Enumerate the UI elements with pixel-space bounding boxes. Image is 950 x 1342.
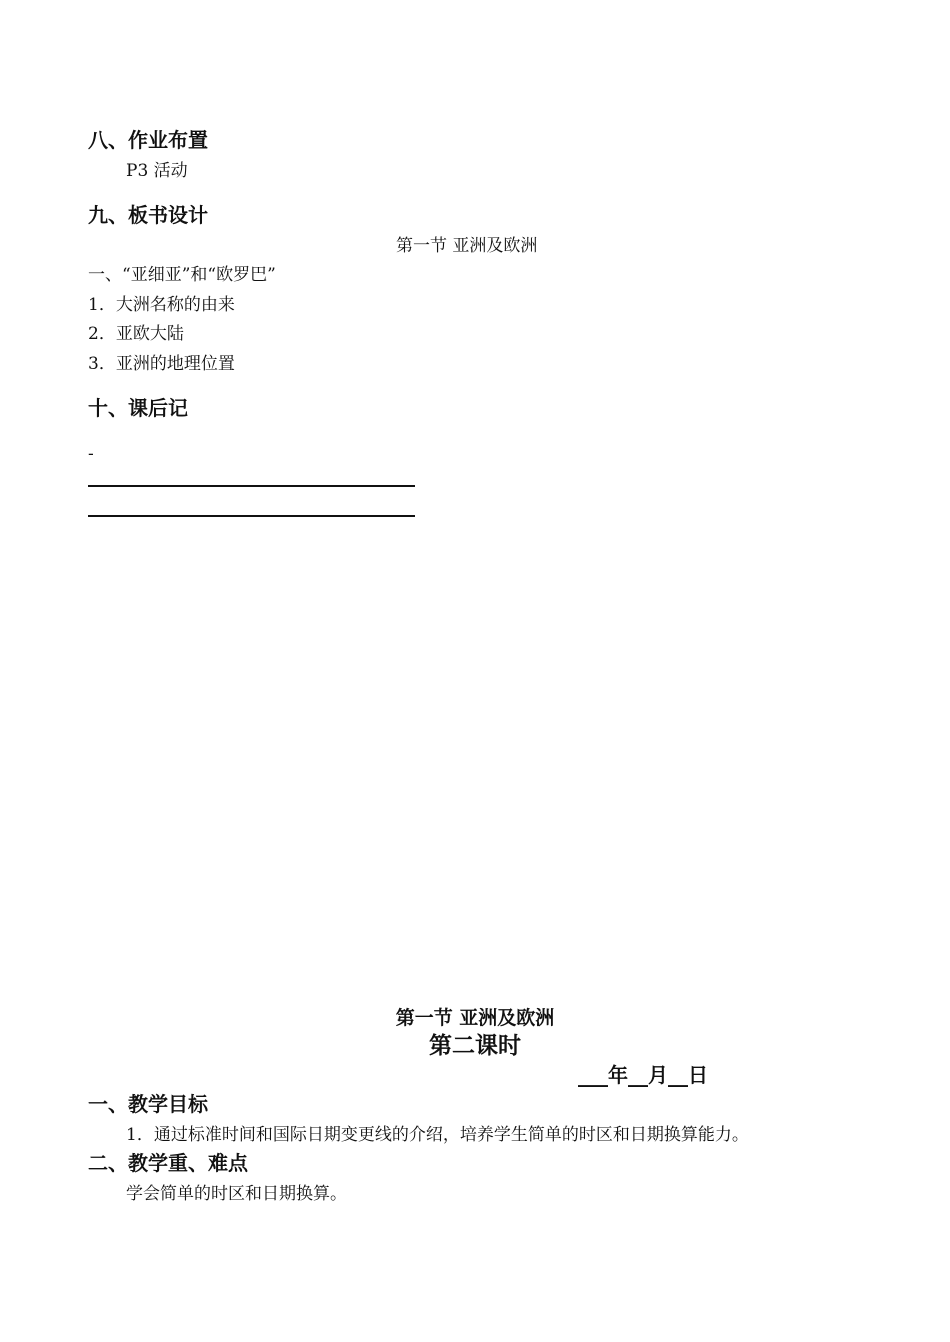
section-heading-goals: 一、教学目标 — [88, 1092, 208, 1116]
lesson-subtitle: 第二课时 — [429, 1033, 521, 1059]
homework-content: P3 活动 — [126, 161, 188, 181]
board-line: 1．大洲名称的由来 — [88, 295, 235, 315]
section-heading-keypoints: 二、教学重、难点 — [88, 1151, 248, 1175]
board-title: 第一节 亚洲及欧洲 — [396, 236, 538, 256]
reflection-line — [88, 515, 415, 517]
section-heading-board-design: 九、板书设计 — [88, 203, 208, 227]
reflection-line — [88, 485, 415, 487]
lesson-date: ___年__月__日 — [578, 1063, 708, 1087]
reflection-mark: - — [88, 444, 94, 464]
goals-item: 1．通过标准时间和国际日期变更线的介绍，培养学生简单的时区和日期换算能力。 — [126, 1125, 749, 1145]
board-line: 2．亚欧大陆 — [88, 324, 184, 344]
section-heading-reflection: 十、课后记 — [88, 396, 188, 420]
section-heading-homework: 八、作业布置 — [88, 128, 208, 152]
board-line: 一、“亚细亚”和“欧罗巴” — [88, 265, 276, 285]
board-line: 3．亚洲的地理位置 — [88, 354, 235, 374]
lesson-title: 第一节 亚洲及欧洲 — [395, 1007, 555, 1029]
keypoints-content: 学会简单的时区和日期换算。 — [126, 1184, 347, 1204]
